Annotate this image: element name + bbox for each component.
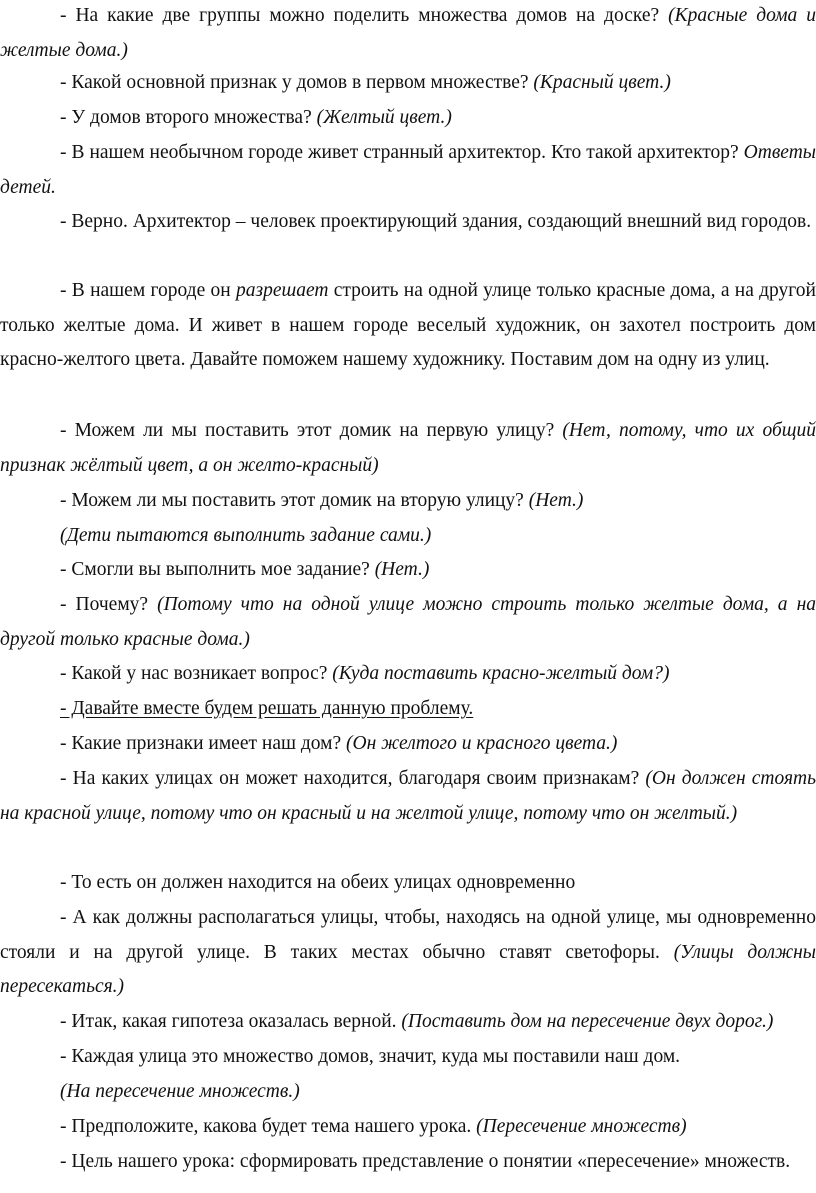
paragraph-22: - Цель нашего урока: сформировать представление о понятии «пересечение» множеств. [60,1151,791,1172]
paragraph-5: - Верно. Архитектор – человек проектирующий здания, создающий внешний вид городов. [60,211,812,232]
answer: (Нет, потому, что их общий признак жёлтый цвет, а он желто-красный) [0,420,816,476]
paragraph-20 [0,1075,816,1110]
paragraph-4: - В нашем необычном городе живет странный архитектор. Кто такой архитектор? Ответы детей. [0,142,816,198]
paragraph-3: - У домов второго множества? (Желтый цвет.) [60,107,452,128]
answer: (Красные дома и желтые дома.) [0,5,816,61]
paragraph-8: - Можем ли мы поставить этот домик на вторую улицу? (Нет.) [60,490,584,511]
paragraph-16: - То есть он должен находится на обеих улицах одновременно [60,872,576,893]
paragraph-7: - Можем ли мы поставить этот домик на первую улицу? (Нет, потому, что их общий признак жёлтый цвет, а он желто-красный) [0,420,816,476]
paragraph-21: - Предположите, какова будет тема нашего урока. (Пересечение множеств) [60,1116,687,1137]
paragraph-10: - Смогли вы выполнить мое задание? (Нет.) [60,559,430,580]
paragraph-18: - Итак, какая гипотеза оказалась верной. (Поставить дом на пересечение двух дорог.) [60,1011,774,1032]
paragraph-12: - Какой у нас возникает вопрос? (Куда поставить красно-желтый дом?) [60,663,670,684]
paragraph-14: - Какие признаки имеет наш дом? (Он желтого и красного цвета.) [60,733,618,754]
answer: (Он желтого и красного цвета.) [346,733,618,754]
answer: (Красный цвет.) [533,72,671,93]
answer: (Нет.) [374,559,430,580]
paragraph-9 [0,519,816,554]
paragraph-11: - Почему? (Потому что на одной улице можно строить только желтые дома, а на другой только красные дома.) [0,594,816,650]
answer: (Поставить дом на пересечение двух дорог.) [401,1011,774,1032]
answer: (Улицы должны пересекаться.) [0,941,816,997]
answer: (Нет.) [528,490,584,511]
paragraph-6: - В нашем городе он разрешает строить на одной улице только красные дома, а на другой только желтые дома. И живет в нашем городе веселый художник, он захотел построить дом красно-желтого цвета. Давайте поможем нашему художнику. Поставим дом на одну из улиц. [0,280,816,370]
paragraph-13 [0,692,816,727]
answer: Ответы детей. [0,142,816,198]
paragraph-17: - А как должны располагаться улицы, чтобы, находясь на одной улице, мы одновременно стояли и на другой улице. В таких местах обычно ставят светофоры. (Улицы должны пересекаться.) [0,907,816,997]
paragraph-1: - На какие две группы можно поделить множества домов на доске? (Красные дома и желтые дома.) [0,5,816,61]
underlined-text: - Давайте вместе будем решать данную проблему. [60,698,474,719]
answer: (Куда поставить красно-желтый дом?) [332,663,670,684]
paragraph-19: - Каждая улица это множество домов, значит, куда мы поставили наш дом. [60,1046,681,1067]
answer: (Дети пытаются выполнить задание сами.) [60,525,432,546]
answer: (Желтый цвет.) [316,107,452,128]
answer: (Он должен стоять на красной улице, потому что он красный и на желтой улице, потому что он желтый.) [0,768,816,824]
paragraph-2: - Какой основной признак у домов в первом множестве? (Красный цвет.) [60,72,671,93]
answer: (Пересечение множеств) [476,1116,687,1137]
emphasis: разрешает [235,280,329,301]
answer: (На пересечение множеств.) [60,1081,300,1102]
answer: (Потому что на одной улице можно строить только желтые дома, а на другой только красные дома.) [0,594,816,650]
paragraph-15: - На каких улицах он может находится, благодаря своим признакам? (Он должен стоять на красной улице, потому что он красный и на желтой улице, потому что он желтый.) [0,768,816,824]
